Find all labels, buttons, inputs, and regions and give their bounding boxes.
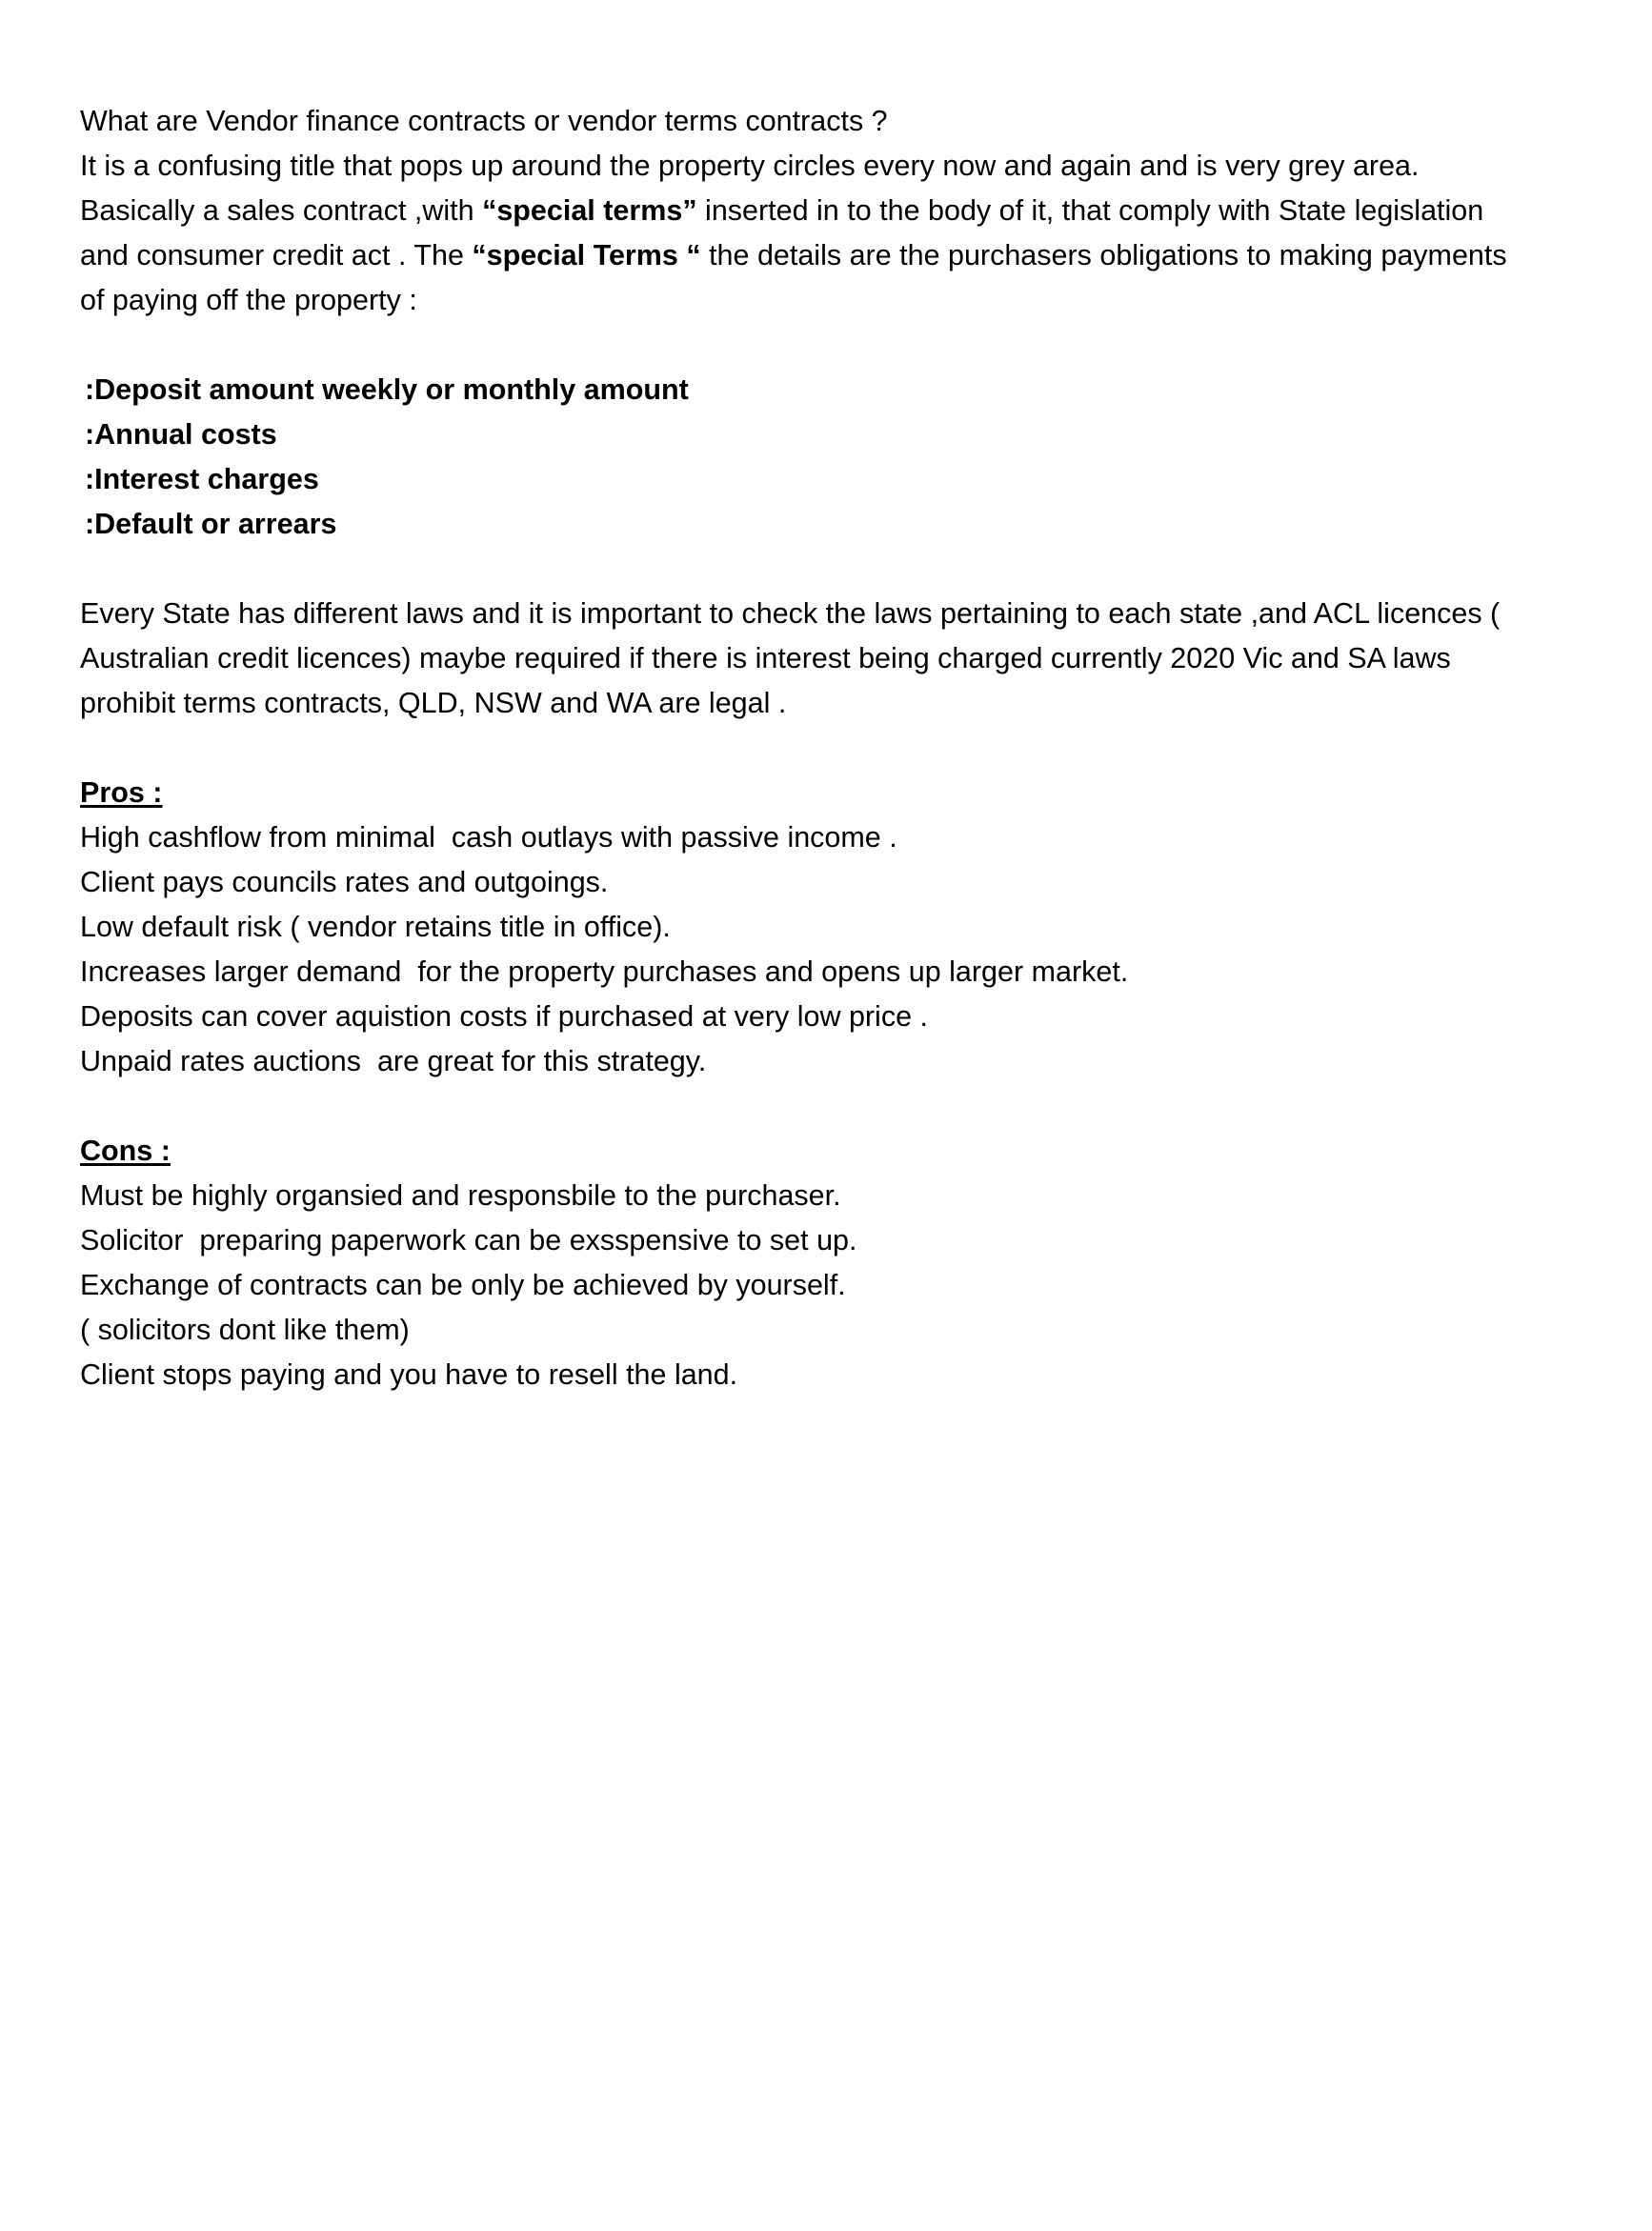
intro-line-4-post: the details are the purchasers obligations to making payments of paying off the property : (80, 239, 1507, 316)
list-item: Low default risk ( vendor retains title in office). (80, 911, 671, 943)
list-item: Exchange of contracts can be only be achieved by yourself. (80, 1269, 846, 1301)
list-item: Increases larger demand for the property purchases and opens up larger market. (80, 955, 1129, 988)
intro-line-3-post: inserted in to the body of it, that comply with State legislation and consumer credit act . (80, 194, 1484, 271)
special-terms-list (80, 368, 1538, 547)
pros-section (80, 771, 1538, 1084)
pros-heading: Pros : (80, 776, 163, 809)
intro-line-3-pre: Basically a sales contract ,with (80, 194, 483, 227)
special-terms-emphasis-2: “special Terms “ (472, 239, 701, 271)
list-item: Unpaid rates auctions are great for this strategy. (80, 1045, 707, 1077)
intro-line-1: What are Vendor finance contracts or vendor terms contracts ? (80, 105, 888, 137)
list-item: ( solicitors dont like them) (80, 1314, 410, 1346)
intro-paragraph (80, 99, 1538, 323)
document-body (80, 99, 1538, 1397)
list-item: Solicitor preparing paperwork can be exsspensive to set up. (80, 1224, 857, 1256)
list-item: Client stops paying and you have to resell the land. (80, 1358, 738, 1391)
spacer-after-pros (80, 1084, 1538, 1129)
spacer-after-list (80, 547, 1538, 592)
state-laws-paragraph: Every State has different laws and it is important to check the laws pertaining to each state ,and ACL licences ( Australian credit licences) maybe required if there is interest being charged currently 2020 Vic and SA laws prohibit terms contracts, QLD, NSW and WA are legal . (80, 597, 1501, 719)
cons-section (80, 1129, 1538, 1397)
list-item: :Default or arrears (85, 508, 337, 540)
intro-line-2: It is a confusing title that pops up around the property circles every now and again and is very grey area. (80, 150, 1420, 182)
list-item: :Deposit amount weekly or monthly amount (85, 373, 689, 406)
list-item: Deposits can cover aquistion costs if purchased at very low price . (80, 1000, 928, 1033)
spacer-after-intro (80, 323, 1538, 368)
list-item: Client pays councils rates and outgoings. (80, 866, 609, 898)
list-item: :Interest charges (85, 463, 319, 495)
list-item: High cashflow from minimal cash outlays with passive income . (80, 821, 897, 854)
list-item: Must be highly organsied and responsbile to the purchaser. (80, 1179, 841, 1212)
spacer-after-state-laws (80, 726, 1538, 771)
cons-heading: Cons : (80, 1135, 171, 1167)
intro-line-4-pre: The (413, 239, 473, 271)
special-terms-emphasis: “special terms” (482, 194, 697, 227)
list-item: :Annual costs (85, 418, 277, 451)
